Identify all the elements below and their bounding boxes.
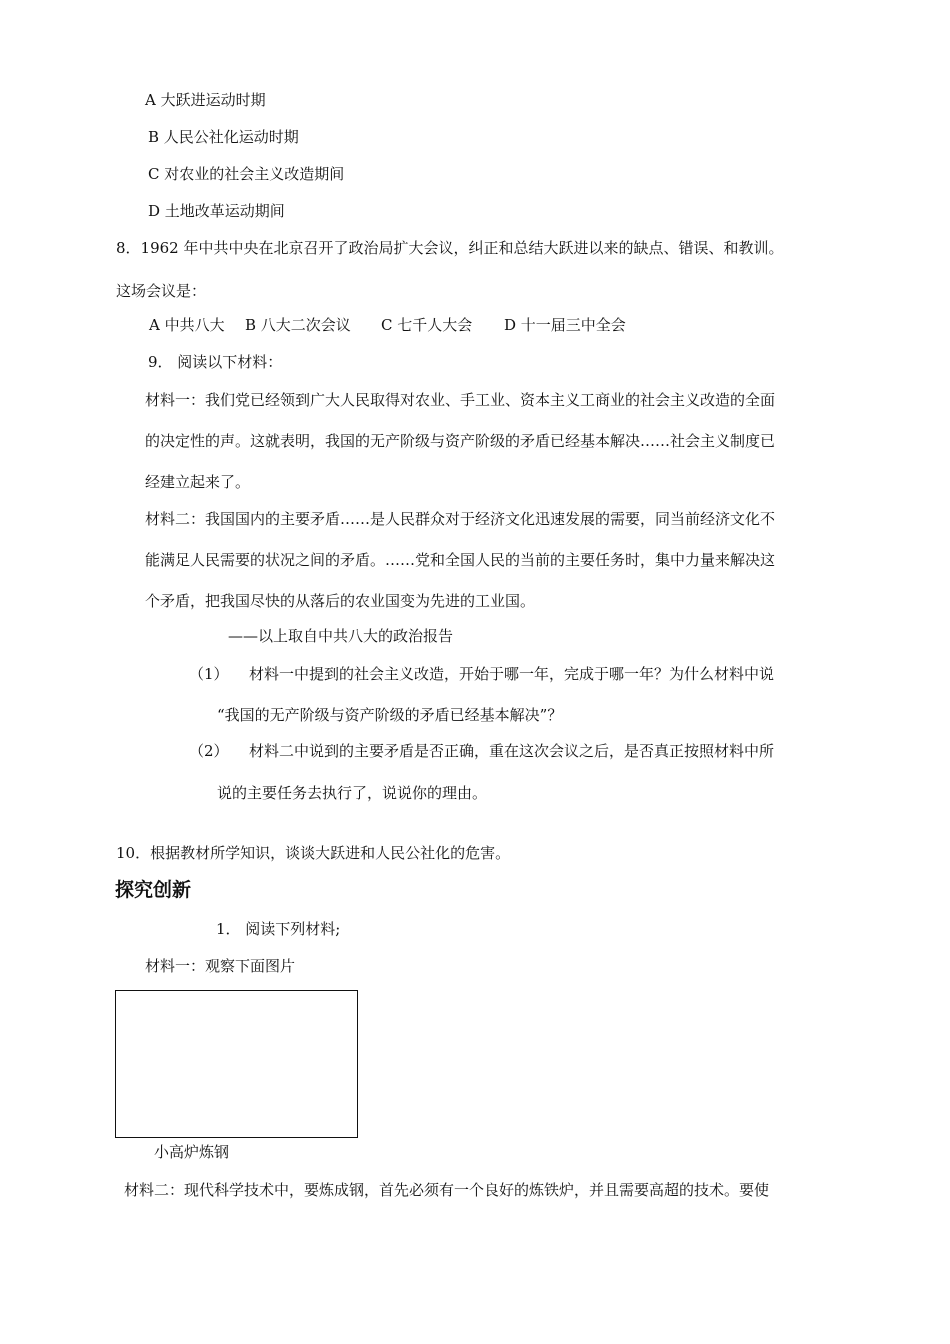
q7-option-d: D 土地改革运动期间	[148, 202, 285, 220]
q9-material2-line2: 能满足人民需要的状况之间的矛盾。……党和全国人民的当前的主要任务时，集中力量来解决这	[145, 551, 776, 569]
explore-item1: 1． 阅读下列材料;	[216, 920, 341, 938]
image-caption: 小高炉炼钢	[154, 1143, 230, 1161]
section-title: 探究创新	[115, 879, 192, 901]
q8-option-d: D 十一届三中全会	[504, 316, 626, 334]
q7-option-a: A 大跃进运动时期	[145, 91, 266, 109]
q8-stem-line1: 8．1962 年中共中央在北京召开了政治局扩大会议，纠正和总结大跃进以来的缺点、错误、和教训。	[116, 239, 784, 257]
q10-question: 10．根据教材所学知识，谈谈大跃进和人民公社化的危害。	[116, 844, 511, 862]
q8-option-c: C 七千人大会	[381, 316, 473, 334]
q9-sub2-line1: 材料二中说到的主要矛盾是否正确，重在这次会议之后，是否真正按照材料中所	[249, 742, 775, 760]
image-placeholder	[115, 990, 358, 1138]
q9-source: ——以上取自中共八大的政治报告	[228, 627, 454, 645]
q8-option-a: A 中共八大	[149, 316, 225, 334]
explore-material1: 材料一：观察下面图片	[145, 957, 296, 975]
q9-sub1-number: （1）	[189, 665, 229, 683]
explore-material2: 材料二：现代科学技术中，要炼成钢，首先必须有一个良好的炼铁炉，并且需要高超的技术。要使	[124, 1181, 770, 1199]
q9-material2-line3: 个矛盾，把我国尽快的从落后的农业国变为先进的工业国。	[145, 592, 536, 610]
q7-option-c: C 对农业的社会主义改造期间	[148, 165, 345, 183]
q9-material1-line3: 经建立起来了。	[145, 473, 251, 491]
q8-stem-line2: 这场会议是：	[116, 282, 207, 300]
q9-sub2-number: （2）	[189, 742, 229, 760]
q9-material2-line1: 材料二：我国国内的主要矛盾……是人民群众对于经济文化迅速发展的需要，同当前经济文化不	[145, 510, 776, 528]
q9-sub1-line2: “我国的无产阶级与资产阶级的矛盾已经基本解决”？	[217, 706, 563, 724]
q9-title: 9． 阅读以下材料：	[148, 353, 283, 371]
q7-option-b: B 人民公社化运动时期	[148, 128, 299, 146]
q9-sub2-line2: 说的主要任务去执行了，说说你的理由。	[217, 784, 488, 802]
q9-material1-line1: 材料一：我们党已经领到广大人民取得对农业、手工业、资本主义工商业的社会主义改造的全面	[145, 391, 776, 409]
q8-option-b: B 八大二次会议	[245, 316, 351, 334]
q9-sub1-line1: 材料一中提到的社会主义改造，开始于哪一年，完成于哪一年？为什么材料中说	[249, 665, 775, 683]
q9-material1-line2: 的决定性的声。这就表明，我国的无产阶级与资产阶级的矛盾已经基本解决……社会主义制度已	[145, 432, 776, 450]
